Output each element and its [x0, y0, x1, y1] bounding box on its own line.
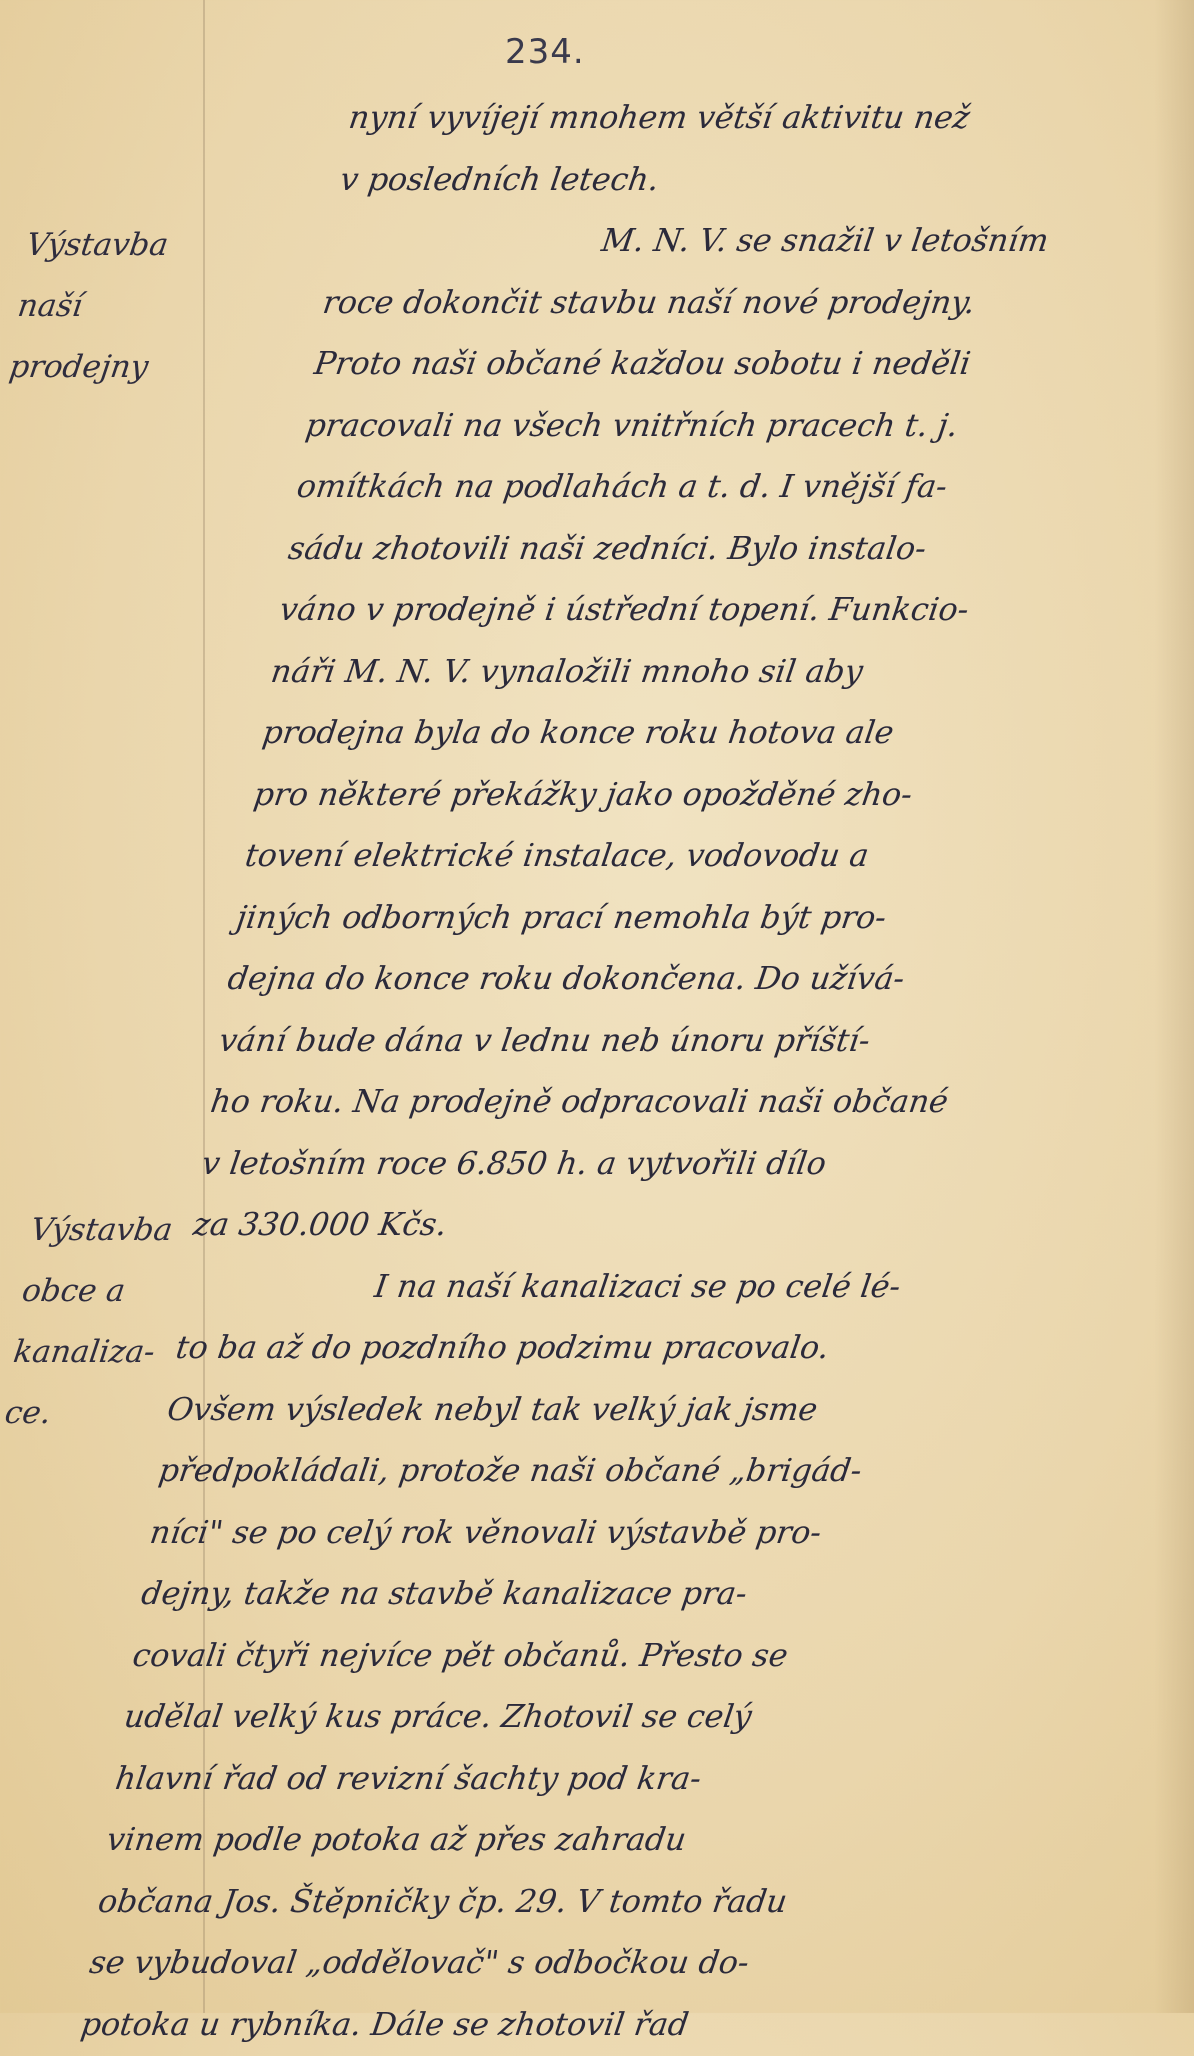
- text-line: potoka u rybníka. Dále se zhotovil řad: [77, 1995, 1026, 2056]
- text-line: níci" se po celý rok věnovali výstavbě pro-: [146, 1503, 1095, 1565]
- text-line: ho roku. Na prodejně odpracovali naši občané: [206, 1072, 1155, 1134]
- text-line: pracovali na všech vnitřních pracech t. j.: [301, 396, 1194, 458]
- text-line: v posledních letech.: [336, 150, 1194, 212]
- margin-note-line: obce a: [18, 1261, 209, 1322]
- text-line: to ba až do pozdního podzimu pracovalo.: [172, 1318, 1121, 1380]
- margin-note-line: naší: [14, 276, 205, 337]
- text-line: náři M. N. V. vynaložili mnoho sil aby: [267, 642, 1194, 704]
- text-line: za 330.000 Kčs.: [189, 1195, 1138, 1257]
- text-line: tovení elektrické instalace, vodovodu a: [241, 826, 1190, 888]
- handwritten-body: [77, 88, 1194, 2056]
- text-line: hlavní řad od revizní šachty pod kra-: [111, 1749, 1060, 1811]
- margin-note-line: prodejny: [5, 337, 196, 398]
- text-line: sádu zhotovili naši zedníci. Bylo instalo-: [284, 519, 1194, 581]
- text-line: prodejna byla do konce roku hotova ale: [258, 703, 1194, 765]
- text-line: roce dokončit stavbu naší nové prodejny.: [319, 273, 1194, 335]
- text-line: M. N. V. se snažil v letošním: [327, 211, 1194, 273]
- text-line: se vybudoval „oddělovač" s odbočkou do-: [85, 1933, 1034, 1995]
- text-line: omítkách na podlahách a t. d. I vnější fa-: [293, 457, 1194, 519]
- text-line: I na naší kanalizaci se po celé lé-: [180, 1257, 1129, 1319]
- margin-note-line: kanaliza-: [9, 1322, 200, 1383]
- page-number: 234.: [505, 32, 585, 72]
- margin-note-line: ce.: [1, 1383, 192, 1444]
- text-line: Proto naši občané každou sobotu i neděli: [310, 334, 1194, 396]
- text-line: váno v prodejně i ústřední topení. Funkcio-: [276, 580, 1194, 642]
- margin-note-line: Výstavba: [27, 1200, 218, 1261]
- text-line: předpokládali, protože naši občané „brigád-: [154, 1441, 1103, 1503]
- text-line: pro některé překážky jako opožděné zho-: [250, 765, 1194, 827]
- text-line: občana Jos. Štěpničky čp. 29. V tomto řadu: [94, 1872, 1043, 1934]
- margin-note-prodejna: [5, 215, 213, 398]
- text-line: Ovšem výsledek nebyl tak velký jak jsme: [163, 1380, 1112, 1442]
- text-line: vání bude dána v lednu neb únoru příští-: [215, 1011, 1164, 1073]
- text-line: dejna do konce roku dokončena. Do užívá-: [224, 949, 1173, 1011]
- text-line: udělal velký kus práce. Zhotovil se celý: [120, 1687, 1069, 1749]
- text-line: nyní vyvíjejí mnohem větší aktivitu než: [345, 88, 1194, 150]
- text-line: vinem podle potoka až přes zahradu: [103, 1810, 1052, 1872]
- text-line: covali čtyři nejvíce pět občanů. Přesto se: [129, 1626, 1078, 1688]
- text-line: dejny, takže na stavbě kanalizace pra-: [137, 1564, 1086, 1626]
- text-line: v letošním roce 6.850 h. a vytvořili dílo: [198, 1134, 1147, 1196]
- text-line: jiných odborných prací nemohla být pro-: [232, 888, 1181, 950]
- margin-note-line: Výstavba: [22, 215, 213, 276]
